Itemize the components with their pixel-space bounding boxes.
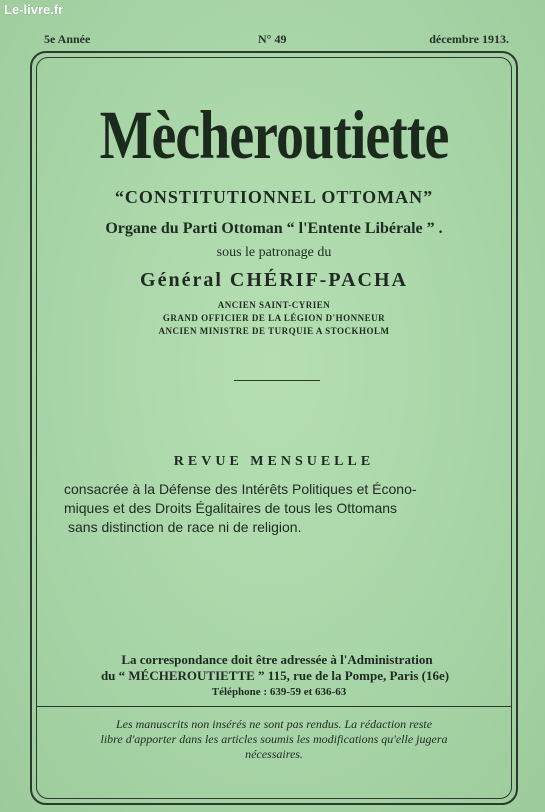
description-line: miques et des Droits Égalitaires de tous les Ottomans: [64, 500, 398, 516]
correspondence-address: du “ MÉCHEROUTIETTE ” 115, rue de la Pompe, Paris (16e): [100, 668, 450, 683]
notice-line: nécessaires.: [245, 747, 303, 761]
divider: [234, 380, 320, 381]
watermark: Le-livre.fr: [4, 2, 64, 17]
patron-title-line: GRAND OFFICIER DE LA LÉGION D'HONNEUR: [162, 313, 386, 323]
description-line: sans distinction de race ni de religion.: [68, 519, 302, 535]
revue-heading: REVUE MENSUELLE: [173, 454, 375, 469]
page-title: Mècheroutiette: [99, 98, 449, 174]
footer-divider: [36, 706, 512, 707]
editorial-notice: [48, 717, 500, 762]
issue-date: décembre 1913.: [429, 32, 509, 46]
organ-line: Organe du Parti Ottoman “ l'Entente Libérale ” .: [105, 220, 443, 237]
patronage-line: sous le patronage du: [216, 245, 332, 260]
patron-titles: [36, 299, 512, 338]
patron-title-line: ANCIEN SAINT-CYRIEN: [217, 300, 331, 310]
patron-title-line: ANCIEN MINISTRE DE TURQUIE A STOCKHOLM: [158, 326, 390, 336]
issue-year: 5e Année: [44, 32, 91, 46]
correspondence-block: [36, 652, 512, 700]
issue-number: N° 49: [258, 32, 287, 46]
subtitle: “CONSTITUTIONNEL OTTOMAN”: [114, 187, 434, 207]
notice-line: Les manuscrits non insérés ne sont pas rendus. La rédaction reste: [115, 717, 433, 731]
description: [64, 480, 492, 537]
cover-content: [36, 57, 512, 799]
description-line: consacrée à la Défense des Intérêts Politiques et Écono-: [64, 481, 417, 497]
patron-name: Général CHÉRIF-PACHA: [140, 269, 408, 291]
notice-line: libre d'apporter dans les articles soumis les modifications qu'elle jugera: [100, 732, 448, 746]
correspondence-line: La correspondance doit être adressée à l'Administration: [121, 652, 433, 667]
correspondence-phone: Téléphone : 639-59 et 636-63: [211, 686, 347, 698]
issue-header: [44, 32, 509, 48]
